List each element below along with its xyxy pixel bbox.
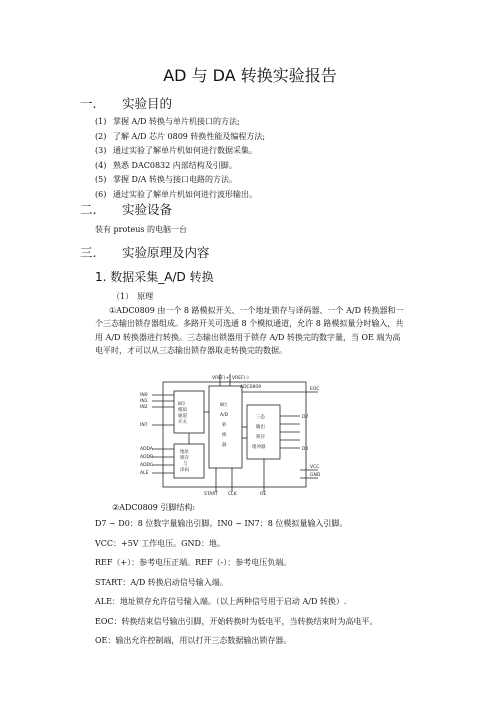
latch-label: 输出 bbox=[256, 425, 265, 430]
sar-label: 器 bbox=[222, 443, 227, 448]
addr-pin-label: ALE bbox=[140, 471, 149, 476]
mux-label: 开关 bbox=[178, 420, 187, 425]
start-label: START bbox=[204, 492, 218, 496]
principle-label: （1） 原理 bbox=[112, 292, 154, 301]
section-heading-3 bbox=[80, 243, 210, 261]
item-text: 掌握 A/D 转换与单片机接口的方法; bbox=[113, 117, 240, 126]
section-label: 实验原理及内容 bbox=[122, 245, 210, 260]
item-index: (5) bbox=[95, 175, 107, 185]
latch-label: 锁存 bbox=[256, 435, 265, 440]
addr-block-label: 与 bbox=[183, 462, 188, 467]
vref-neg-label: VREF(-) bbox=[232, 376, 249, 381]
section-number: 二. bbox=[80, 202, 97, 217]
adc0809-block-diagram bbox=[140, 372, 330, 496]
output-label: D0 bbox=[302, 447, 309, 452]
list-item bbox=[95, 130, 265, 145]
mux-label: 模拟 bbox=[178, 408, 187, 413]
input-label: IN2 bbox=[140, 405, 148, 410]
pin-description: START：A/D 转换启动信号输入端。 bbox=[95, 578, 228, 587]
clk-label: CLK bbox=[228, 492, 237, 496]
section-heading-2 bbox=[80, 200, 172, 218]
section-number: 三. bbox=[80, 245, 97, 260]
sar-label: 换 bbox=[222, 433, 227, 438]
power-label: GND bbox=[310, 473, 321, 478]
item-text: 熟悉 DAC0832 内部结构及引脚。 bbox=[113, 160, 237, 170]
pin-description: D7 ~ D0：8 位数字量输出引脚。IN0 ~ IN7：8 位模拟量输入引脚。 bbox=[95, 519, 348, 528]
sar-label: A/D bbox=[220, 413, 229, 418]
pin-description: REF（+）：参考电压正端。REF（-）：参考电压负端。 bbox=[95, 558, 292, 567]
pin-description: OE：输出允许控制端，用以打开三态数据输出锁存器。 bbox=[95, 636, 292, 645]
eoc-label: EOC bbox=[310, 387, 320, 392]
addr-pin-label: ADDC bbox=[140, 463, 154, 468]
output-label: D7 bbox=[302, 415, 309, 420]
item-text: 了解 A/D 芯片 0809 转换性能及编程方法; bbox=[113, 131, 266, 141]
section-label: 实验设备 bbox=[122, 202, 173, 217]
objectives-list bbox=[95, 115, 265, 203]
input-label: IN1 bbox=[140, 399, 148, 404]
item-text: 通过实验了解单片机如何进行数据采集。 bbox=[113, 146, 257, 156]
mux-label: 通道 bbox=[178, 414, 187, 419]
mux-label: 8位 bbox=[178, 402, 186, 407]
addr-pin-label: ADDA bbox=[140, 447, 154, 452]
pin-description: ALE：地址锁存允许信号输入端。（以上两种信号用于启动 A/D 转换）. bbox=[95, 597, 347, 606]
vref-pos-label: VREF(+) bbox=[212, 376, 231, 381]
section-label: 实验目的 bbox=[122, 96, 173, 111]
item-index: (2) bbox=[95, 131, 107, 141]
item-text: 掌握 D/A 转换与接口电路的方法。 bbox=[113, 175, 237, 185]
list-item bbox=[95, 159, 265, 174]
sar-label: 8位 bbox=[220, 403, 228, 408]
addr-block-label: 译码 bbox=[180, 468, 189, 473]
principle-paragraph: ①ADC0809 由一个 8 路模拟开关、一个地址锁存与译码器、一个 A/D 转换器和一个三态输出锁存器组成。多路开关可选通 8 个模拟通道，允许 8 路模拟量分时输入，共用 A/D 转换器进行转换。三态输出锁器用于锁存 A/D 转换完的数字量，当 OE 端为高电平时，才可以从三态输出锁存器取走转换完的数据。 bbox=[95, 306, 404, 356]
latch-label: 三态 bbox=[256, 415, 265, 420]
item-index: (1) bbox=[95, 117, 107, 126]
addr-block-label: 锁存 bbox=[180, 456, 189, 461]
item-text: 通过实验了解单片机如何进行波形输出。 bbox=[113, 189, 257, 199]
power-label: VCC bbox=[310, 465, 320, 470]
pin-description: VCC：+5V 工作电压。GND：地。 bbox=[95, 539, 225, 548]
input-label: IN7 bbox=[140, 423, 148, 428]
item-index: (4) bbox=[95, 160, 107, 170]
item-index: (3) bbox=[95, 146, 107, 156]
section-number: 一. bbox=[80, 96, 97, 111]
chip-label: ADC0809 bbox=[240, 385, 262, 390]
latch-label: 缓冲器 bbox=[252, 445, 266, 450]
pin-description: EOC：转换结束信号输出引脚，开始转换时为低电平，当转换结束时为高电平。 bbox=[95, 617, 378, 626]
addr-block-label: 地址 bbox=[180, 450, 189, 455]
pin-heading: ②ADC0809 引脚结构: bbox=[112, 503, 196, 512]
addr-pin-label: ADDB bbox=[140, 455, 154, 460]
input-label: IN0 bbox=[140, 393, 148, 398]
list-item bbox=[95, 144, 265, 159]
section-heading-1 bbox=[80, 94, 172, 112]
list-item bbox=[95, 115, 265, 130]
oe-label: OE bbox=[260, 492, 267, 496]
equipment-text: 装有 proteus 的电脑一台 bbox=[95, 225, 188, 234]
list-item bbox=[95, 173, 265, 188]
subsection-heading: 1. 数据采集_A/D 转换 bbox=[95, 270, 214, 284]
page-title: AD 与 DA 转换实验报告 bbox=[163, 66, 337, 85]
item-index: (6) bbox=[95, 189, 107, 199]
sar-label: 转 bbox=[222, 423, 227, 428]
